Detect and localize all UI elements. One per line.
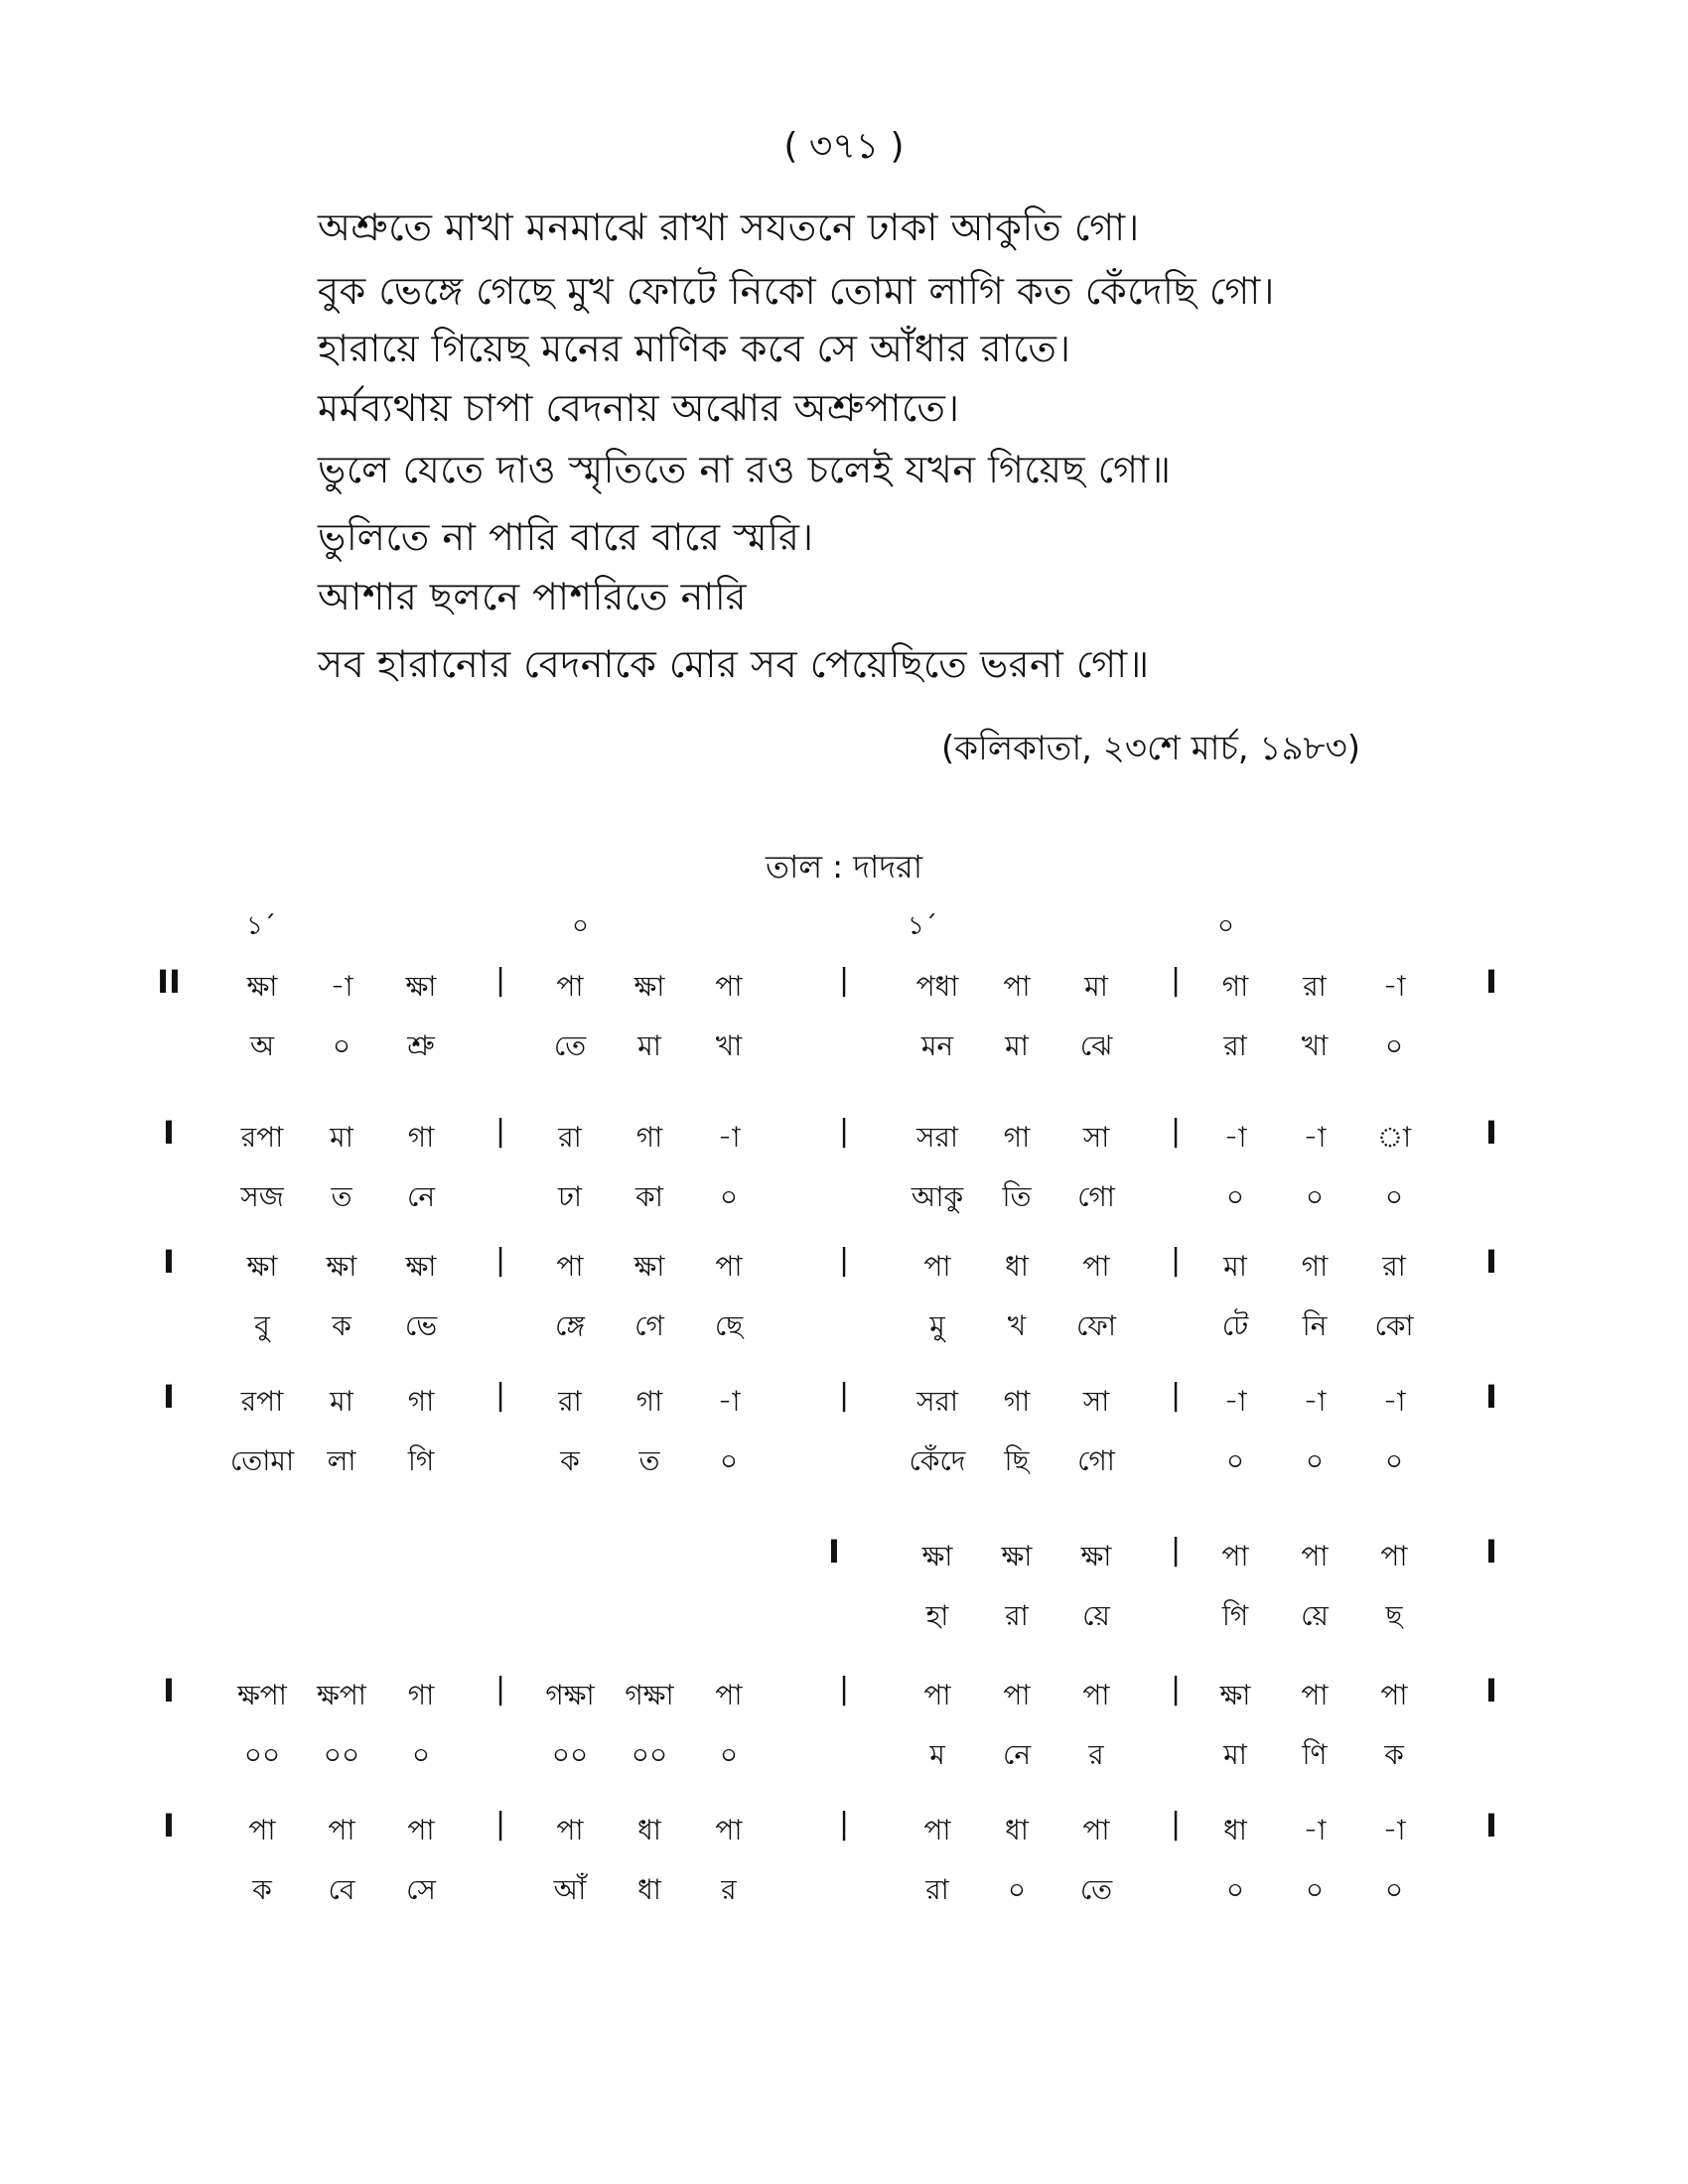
lyric-syllable: গি xyxy=(407,1444,435,1477)
lyric-syllable: ছি xyxy=(1004,1444,1030,1477)
note-cell: ক্ষপা xyxy=(317,1679,366,1711)
beat-divider: | xyxy=(494,1807,506,1842)
note-cell: পা xyxy=(1380,1679,1408,1711)
lyric-syllable: কেঁদে xyxy=(909,1444,966,1477)
note-cell: ধা xyxy=(1005,1814,1029,1846)
lyric-syllable: গে xyxy=(634,1309,664,1342)
note-cell: -া xyxy=(1303,1121,1327,1154)
beat-divider: | xyxy=(1170,1533,1182,1568)
lyric-syllable: ০০ xyxy=(631,1738,668,1771)
lyric-syllable: ০ xyxy=(332,1029,352,1062)
lyric-syllable: আকু xyxy=(911,1180,964,1213)
verse-line: ভুলে যেতে দাও স্মৃতিতে না রও চলেই যখন গিয়েছ গো॥ xyxy=(318,448,1172,491)
lyric-syllable: য়ে xyxy=(1082,1599,1110,1632)
lyric-syllable: টে xyxy=(1221,1309,1249,1342)
lyric-syllable: কা xyxy=(635,1180,663,1213)
lyric-syllable: ০ xyxy=(1225,1180,1245,1213)
end-bar-line: I xyxy=(1485,1533,1497,1570)
lyric-syllable: ০ xyxy=(1305,1444,1325,1477)
lyric-syllable: খ xyxy=(1007,1309,1027,1342)
lyric-syllable: ০ xyxy=(719,1444,739,1477)
beat-divider: | xyxy=(838,1807,850,1842)
note-cell: গা xyxy=(1003,1121,1031,1154)
note-cell: ক্ষা xyxy=(921,1540,953,1572)
note-cell: পা xyxy=(407,1814,435,1846)
note-cell: পা xyxy=(1082,1814,1110,1846)
lyric-syllable: আঁ xyxy=(553,1873,587,1906)
note-cell: পা xyxy=(923,1679,951,1711)
lyric-syllable: য়ে xyxy=(1301,1599,1329,1632)
lyric-syllable: ০ xyxy=(1384,1029,1404,1062)
verse-line: সব হারানোর বেদনাকে মোর সব পেয়েছিতে ভরনা গো॥ xyxy=(318,642,1150,686)
note-cell: সরা xyxy=(915,1121,959,1154)
note-cell: -া xyxy=(717,1385,741,1418)
note-cell: ক্ষা xyxy=(633,1250,665,1283)
note-cell: মা xyxy=(1223,1250,1247,1283)
beat-divider: | xyxy=(1170,963,1182,998)
lyric-syllable: ০ xyxy=(1384,1444,1404,1477)
lyric-syllable: ০ xyxy=(1384,1873,1404,1906)
lyric-syllable: ০ xyxy=(1305,1180,1325,1213)
lyric-syllable: ণি xyxy=(1302,1738,1328,1771)
lyric-syllable: ত xyxy=(331,1180,352,1213)
start-bar-line: II xyxy=(157,963,181,1001)
beat-divider: | xyxy=(838,1114,850,1149)
lyric-syllable: ০০ xyxy=(243,1738,281,1771)
beat-divider: | xyxy=(494,1378,506,1413)
lyric-syllable: ম xyxy=(929,1738,945,1771)
lyric-syllable: ঝে xyxy=(1079,1029,1113,1062)
lyric-syllable: ০ xyxy=(719,1738,739,1771)
lyric-syllable: ০ xyxy=(1305,1873,1325,1906)
beat-divider: | xyxy=(494,1243,506,1278)
note-cell: ধা xyxy=(637,1814,661,1846)
lyric-syllable: তে xyxy=(1079,1873,1113,1906)
lyric-syllable: র xyxy=(721,1873,737,1906)
note-cell: পা xyxy=(1380,1540,1408,1572)
note-cell: ক্ষা xyxy=(246,1250,278,1283)
lyric-syllable: ক xyxy=(560,1444,580,1477)
beat-mark: ১´ xyxy=(246,911,276,941)
note-cell: পা xyxy=(556,970,584,1003)
note-cell: পা xyxy=(1003,1679,1031,1711)
lyric-syllable: মা xyxy=(1005,1029,1029,1062)
note-cell: রপা xyxy=(240,1121,284,1154)
end-bar-line: I xyxy=(1485,963,1497,1001)
verse-line: মর্মব্যথায় চাপা বেদনায় অঝোর অশ্রুপাতে। xyxy=(318,386,960,430)
lyric-syllable: ভে xyxy=(404,1309,438,1342)
lyric-syllable: খা xyxy=(1301,1029,1329,1062)
lyric-syllable: সজ xyxy=(240,1180,284,1213)
lyric-syllable: গো xyxy=(1077,1180,1115,1213)
beat-divider: | xyxy=(494,963,506,998)
lyric-syllable: র xyxy=(1088,1738,1104,1771)
lyric-syllable: ঢা xyxy=(558,1180,582,1213)
note-cell: -া xyxy=(1303,1385,1327,1418)
note-cell: পা xyxy=(923,1814,951,1846)
note-cell: পা xyxy=(715,1814,743,1846)
lyric-syllable: নে xyxy=(1002,1738,1032,1771)
note-cell: মা xyxy=(1084,970,1108,1003)
lyric-syllable: তি xyxy=(1002,1180,1032,1213)
beat-mark: ০ xyxy=(1217,911,1234,941)
beat-divider: | xyxy=(1170,1243,1182,1278)
note-cell: -া xyxy=(1223,1385,1247,1418)
lyric-syllable: নি xyxy=(1302,1309,1328,1342)
note-cell: গা xyxy=(407,1679,435,1711)
note-cell: পা xyxy=(1082,1250,1110,1283)
note-cell: -া xyxy=(1382,1814,1406,1846)
lyric-syllable: বু xyxy=(254,1309,270,1342)
note-cell: পা xyxy=(556,1250,584,1283)
note-cell: -া xyxy=(1303,1814,1327,1846)
note-cell: গক্ষা xyxy=(545,1679,595,1711)
verse-line: হারায়ে গিয়েছ মনের মাণিক কবে সে আঁধার রাতে। xyxy=(318,327,1071,370)
lyric-syllable: ত xyxy=(638,1444,660,1477)
note-cell: পা xyxy=(1301,1540,1329,1572)
note-cell: া xyxy=(1376,1121,1412,1154)
note-cell: গা xyxy=(635,1121,663,1154)
end-bar-line: I xyxy=(1485,1378,1497,1416)
end-bar-line: I xyxy=(1485,1243,1497,1281)
lyric-syllable: ঙ্গে xyxy=(555,1309,585,1342)
note-cell: ক্ষা xyxy=(1001,1540,1033,1572)
beat-divider: | xyxy=(838,1672,850,1706)
lyric-syllable: সে xyxy=(406,1873,436,1906)
note-cell: রা xyxy=(1382,1250,1406,1283)
note-cell: পা xyxy=(923,1250,951,1283)
note-cell: পা xyxy=(1221,1540,1249,1572)
note-cell: ধা xyxy=(1005,1250,1029,1283)
lyric-syllable: তে xyxy=(553,1029,587,1062)
note-cell: গা xyxy=(407,1385,435,1418)
beat-divider: | xyxy=(838,963,850,998)
lyric-syllable: ০ xyxy=(719,1180,739,1213)
note-cell: রা xyxy=(558,1121,582,1154)
note-cell: -া xyxy=(1382,1385,1406,1418)
lyric-syllable: ছ xyxy=(1385,1599,1403,1632)
note-cell: পা xyxy=(556,1814,584,1846)
note-cell: পধা xyxy=(915,970,959,1003)
lyric-syllable: ফো xyxy=(1076,1309,1116,1342)
start-bar-line: I xyxy=(163,1672,175,1709)
note-cell: ক্ষা xyxy=(246,970,278,1003)
date-attribution: (কলিকাতা, ২৩শে মার্চ, ১৯৮৩) xyxy=(941,729,1360,768)
lyric-syllable: কো xyxy=(1374,1309,1414,1342)
note-cell: গা xyxy=(1301,1250,1329,1283)
lyric-syllable: মা xyxy=(1223,1738,1247,1771)
lyric-syllable: ০০ xyxy=(551,1738,589,1771)
note-cell: ক্ষপা xyxy=(237,1679,287,1711)
start-bar-line: I xyxy=(163,1243,175,1281)
lyric-syllable: ক xyxy=(332,1309,352,1342)
note-cell: পা xyxy=(1301,1679,1329,1711)
end-bar-line: I xyxy=(1485,1114,1497,1152)
lyric-syllable: শ্রু xyxy=(407,1029,435,1062)
verse-line: বুক ভেঙ্গে গেছে মুখ ফোটে নিকো তোমা লাগি কত কেঁদেছি গো। xyxy=(318,269,1275,313)
note-cell: গা xyxy=(1003,1385,1031,1418)
note-cell: ক্ষা xyxy=(633,970,665,1003)
note-cell: ক্ষা xyxy=(1219,1679,1251,1711)
lyric-syllable: ০০ xyxy=(323,1738,360,1771)
lyric-syllable: গো xyxy=(1077,1444,1115,1477)
lyric-syllable: ০ xyxy=(1384,1180,1404,1213)
lyric-syllable: নে xyxy=(406,1180,436,1213)
note-cell: সরা xyxy=(915,1385,959,1418)
lyric-syllable: ০ xyxy=(1225,1444,1245,1477)
note-cell: ধা xyxy=(1223,1814,1247,1846)
note-cell: ক্ষা xyxy=(1080,1540,1112,1572)
beat-divider: | xyxy=(1170,1378,1182,1413)
lyric-syllable: ক xyxy=(1384,1738,1404,1771)
note-cell: গা xyxy=(407,1121,435,1154)
note-cell: পা xyxy=(715,970,743,1003)
verse-line: অশ্রুতে মাখা মনমাঝে রাখা সযতনে ঢাকা আকুতি গো। xyxy=(318,205,1140,249)
lyric-syllable: ০ xyxy=(1225,1873,1245,1906)
lyric-syllable: ধা xyxy=(637,1873,661,1906)
beat-divider: | xyxy=(494,1672,506,1706)
lyric-syllable: রা xyxy=(1005,1599,1029,1632)
note-cell: গা xyxy=(635,1385,663,1418)
page-number: ( ৩৭১ ) xyxy=(783,126,905,167)
lyric-syllable: রা xyxy=(925,1873,949,1906)
note-cell: ক্ষা xyxy=(405,970,437,1003)
note-cell: রপা xyxy=(240,1385,284,1418)
lyric-syllable: মু xyxy=(929,1309,945,1342)
verse-line: ভুলিতে না পারি বারে বারে স্মরি। xyxy=(318,515,814,559)
note-cell: পা xyxy=(1003,970,1031,1003)
beat-divider: | xyxy=(494,1114,506,1149)
note-cell: সা xyxy=(1082,1121,1110,1154)
beat-divider: | xyxy=(1170,1807,1182,1842)
beat-divider: | xyxy=(838,1243,850,1278)
lyric-syllable: ০ xyxy=(1007,1873,1027,1906)
note-cell: ক্ষা xyxy=(326,1250,357,1283)
lyric-syllable: তোমা xyxy=(229,1444,295,1477)
end-bar-line: I xyxy=(1485,1807,1497,1844)
note-cell: -া xyxy=(1223,1121,1247,1154)
lyric-syllable: ক xyxy=(252,1873,272,1906)
note-cell: পা xyxy=(248,1814,276,1846)
beat-divider: | xyxy=(1170,1114,1182,1149)
lyric-syllable: খা xyxy=(715,1029,743,1062)
note-cell: মা xyxy=(330,1121,353,1154)
lyric-syllable: হা xyxy=(925,1599,949,1632)
note-cell: পা xyxy=(328,1814,355,1846)
beat-mark: ০ xyxy=(572,911,589,941)
start-bar-line: I xyxy=(163,1378,175,1416)
beat-mark: ১´ xyxy=(908,911,937,941)
note-cell: পা xyxy=(1082,1679,1110,1711)
start-bar-line: I xyxy=(163,1807,175,1844)
tal-label: তাল : দাদরা xyxy=(765,848,923,886)
note-cell: -া xyxy=(330,970,353,1003)
note-cell: রা xyxy=(558,1385,582,1418)
lyric-syllable: মন xyxy=(920,1029,954,1062)
lyric-syllable: মা xyxy=(637,1029,661,1062)
start-bar-line: I xyxy=(163,1114,175,1152)
note-cell: -া xyxy=(717,1121,741,1154)
lyric-syllable: ০ xyxy=(411,1738,431,1771)
lyric-syllable: ছে xyxy=(714,1309,744,1342)
lyric-syllable: বে xyxy=(328,1873,355,1906)
note-cell: গক্ষা xyxy=(625,1679,674,1711)
note-cell: রা xyxy=(1303,970,1327,1003)
end-bar-line: I xyxy=(1485,1672,1497,1709)
lyric-syllable: গি xyxy=(1221,1599,1249,1632)
start-bar-line: I xyxy=(828,1533,840,1570)
lyric-syllable: অ xyxy=(249,1029,275,1062)
lyric-syllable: লা xyxy=(327,1444,356,1477)
note-cell: -া xyxy=(1382,970,1406,1003)
note-cell: পা xyxy=(715,1679,743,1711)
note-cell: পা xyxy=(715,1250,743,1283)
note-cell: সা xyxy=(1082,1385,1110,1418)
lyric-syllable: রা xyxy=(1223,1029,1247,1062)
note-cell: মা xyxy=(330,1385,353,1418)
beat-divider: | xyxy=(1170,1672,1182,1706)
note-cell: গা xyxy=(1221,970,1249,1003)
note-cell: ক্ষা xyxy=(405,1250,437,1283)
verse-line: আশার ছলনে পাশরিতে নারি xyxy=(318,575,748,618)
beat-divider: | xyxy=(838,1378,850,1413)
